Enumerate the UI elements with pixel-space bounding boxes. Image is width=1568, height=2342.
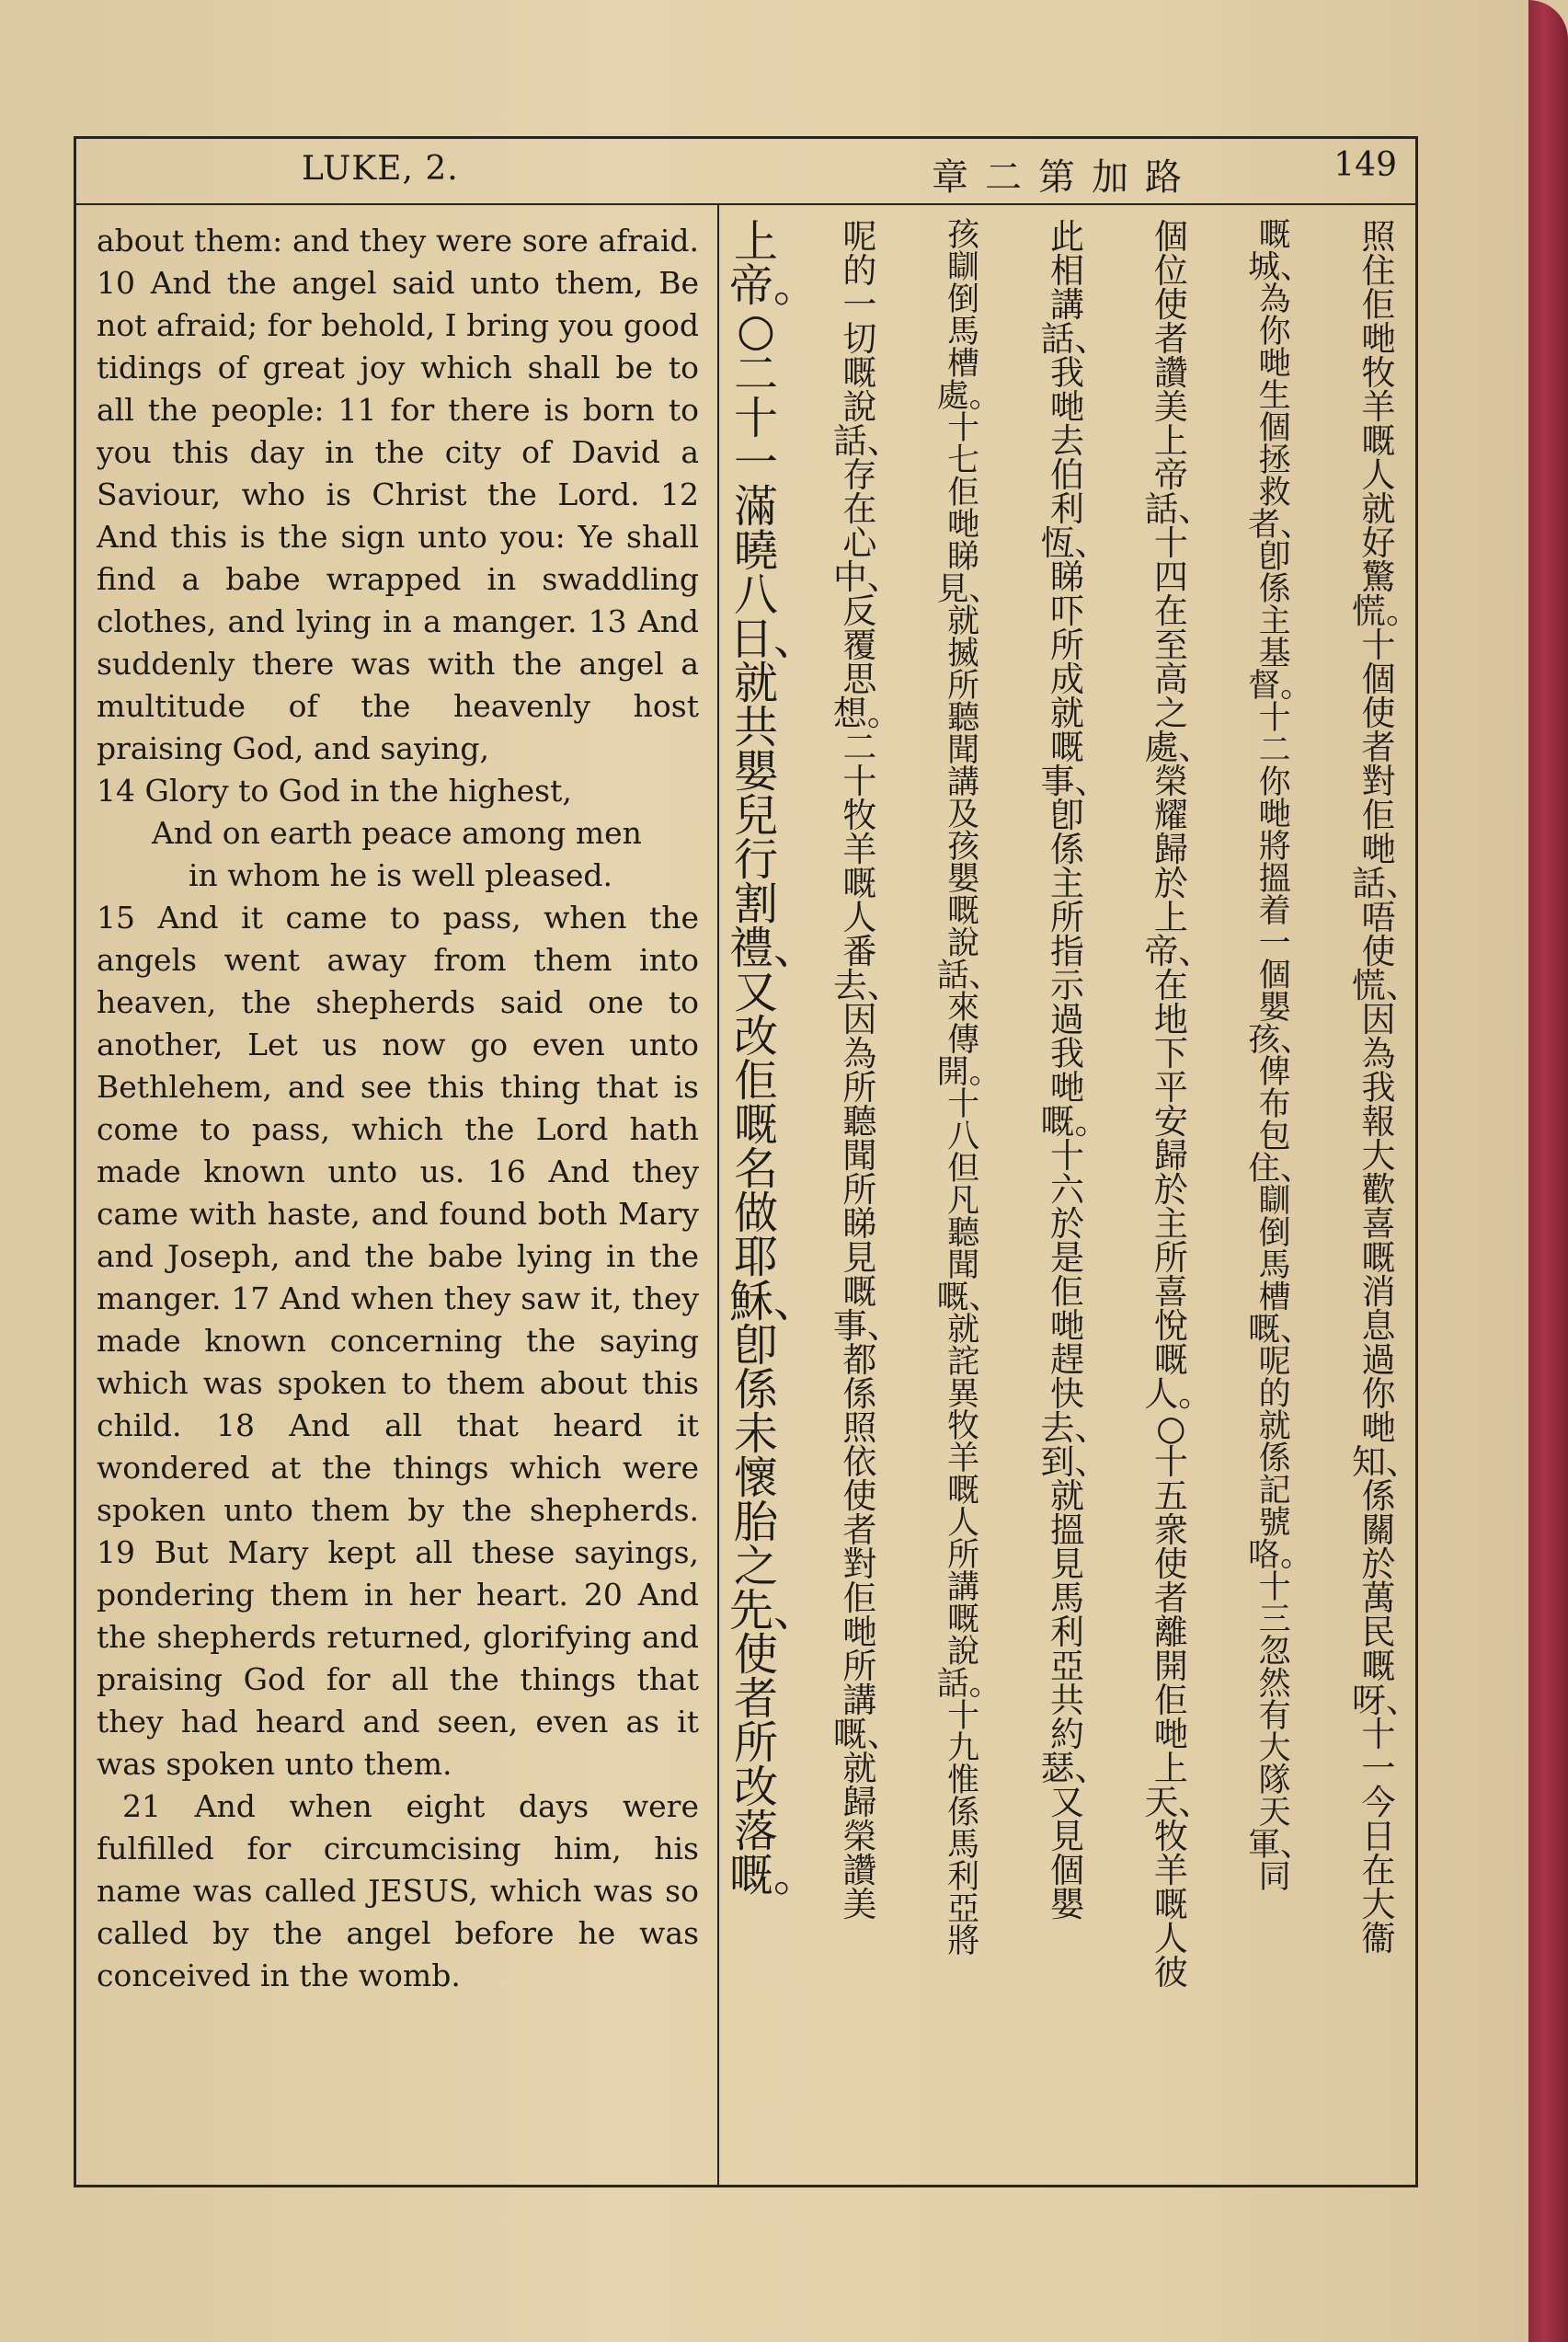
page-frame bbox=[74, 136, 1418, 2187]
english-column bbox=[97, 220, 699, 1997]
chinese-line: 呢的一切嘅說話、存在心中、反覆思想。二十牧羊嘅人番去、因為所聽聞所睇見嘅事、都係照依使者對佢哋所講嘅、就歸榮讚美 bbox=[832, 217, 901, 1924]
english-paragraph: about them: and they were sore afraid. 10 And the angel said unto them, Be not afraid; for behold, I bring you good tidings of great joy which shall be to all the people: 11 for there is born to you this day in the city of David a Saviour, who is Christ the Lord. 12 And this is the sign unto you: Ye shall find a babe wrapped in swaddling clothes, and lying in a manger. 13 And suddenly there was with the angel a multitude of the heavenly host praising God, and saying, bbox=[97, 223, 699, 766]
page-number: 149 bbox=[1333, 146, 1397, 184]
english-paragraph: 21 And when eight days were fulfilled for circumcising him, his name was called JESUS, which was so called by the angel before he was conceived in the womb. bbox=[97, 1788, 699, 1993]
chinese-line: 個位使者讚美上帝話、十四在至高之處、榮耀歸於上帝、在地下平安歸於主所喜悅嘅人。○十五衆使者離開佢哋上天、牧羊嘅人彼 bbox=[1144, 217, 1213, 1992]
running-header bbox=[76, 139, 1415, 205]
english-verse-14: 14 Glory to God in the highest, bbox=[97, 773, 572, 809]
english-paragraph: 15 And it came to pass, when the angels went away from them into heaven, the shepherds said one to another, Let us now go even unto Bethlehem, and see this thing that is come to pass, which the Lord hath made known unto us. 16 And they came with haste, and found both Mary and Joseph, and the babe lying in the manger. 17 And when they saw it, they made known concerning the saying which was spoken to them about this child. 18 And all that heard it wondered at the things which were spoken unto them by the shepherds. 19 But Mary kept all these sayings, pondering them in her heart. 20 And the shepherds returned, glorifying and praising God for all the things that they had heard and seen, even as it was spoken unto them. bbox=[97, 900, 699, 1782]
chinese-line: 此相講話、我哋去伯利恆、睇吓所成就嘅事、卽係主所指示過我哋嘅。十六於是佢哋趕快去、到、就搵見馬利亞共約瑟、又見個嬰 bbox=[1040, 217, 1109, 1924]
english-poem-line: in whom he is well pleased. bbox=[189, 857, 613, 893]
chinese-column bbox=[729, 216, 1420, 2170]
english-poem-line: And on earth peace among men bbox=[152, 815, 642, 851]
chinese-line: 照住佢哋牧羊嘅人就好驚慌。十個使者對佢哋話、唔使慌、因為我報大歡喜嘅消息過你哋知、係關於萬民嘅呀、十一今日在大衞 bbox=[1351, 217, 1420, 1958]
header-chinese-title: 章二第加路 bbox=[932, 156, 1198, 199]
chinese-line: 上帝。○二十一滿曉八日、就共嬰兒行割禮、又改佢嘅名做耶穌、卽係未懷胎之先、使者所改落嘅。 bbox=[729, 216, 818, 1901]
chinese-line: 孩瞓倒馬槽處。十七佢哋睇見、就揻所聽聞講及孩嬰嘅說話、來傳開。十八但凡聽聞嘅、就詫異牧羊嘅人所講嘅說話。十九惟係馬利亞將 bbox=[936, 217, 1001, 1960]
column-divider bbox=[717, 205, 719, 2185]
chinese-line: 嘅城、為你哋生個拯救者、卽係主基督。十二你哋將搵着一個嬰孩、俾布包住、瞓倒馬槽嘅、呢的就係記號咯。十三忽然有大隊天軍、同 bbox=[1248, 217, 1313, 1896]
page-edge bbox=[1528, 0, 1568, 2342]
header-english-title: LUKE, 2. bbox=[302, 150, 459, 188]
